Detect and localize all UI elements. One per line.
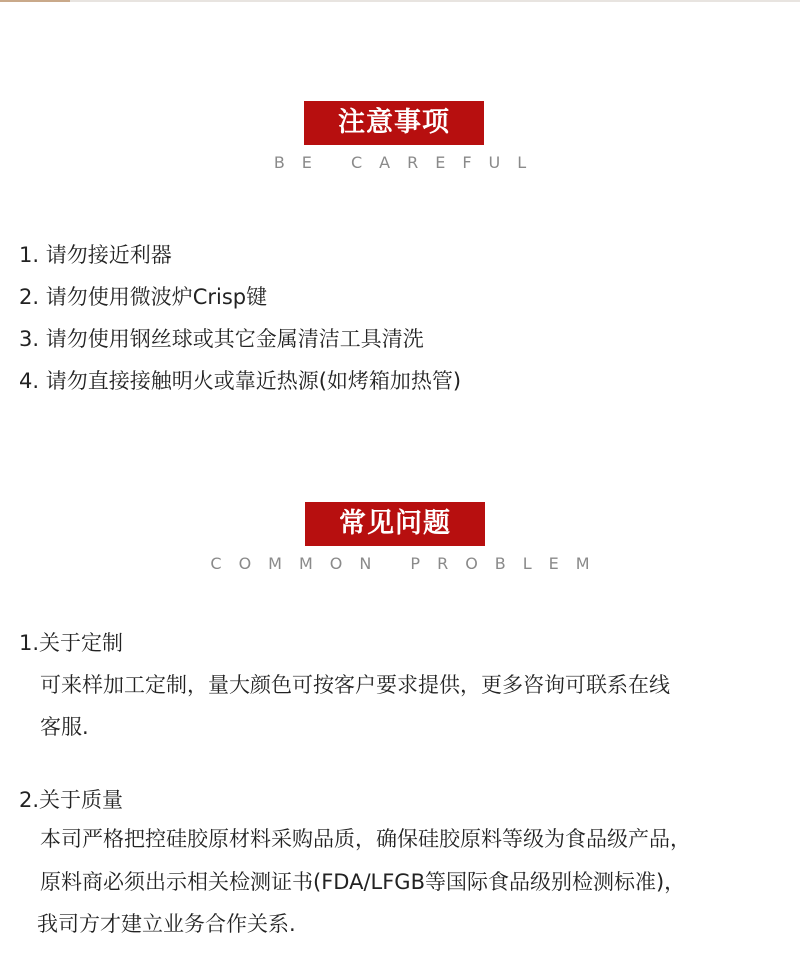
careful-item-4: 4. 请勿直接接触明火或靠近热源(如烤箱加热管) <box>19 369 462 393</box>
top-divider <box>0 0 800 2</box>
careful-item-1: 1. 请勿接近利器 <box>19 243 172 267</box>
faq-subtitle: COMMON PROBLEM <box>210 554 607 573</box>
top-divider-accent <box>0 0 70 2</box>
faq-q1-line-1: 可来样加工定制，量大颜色可按客户要求提供，更多咨询可联系在线 <box>40 673 670 697</box>
careful-item-3: 3. 请勿使用钢丝球或其它金属清洁工具清洗 <box>19 327 424 351</box>
faq-q2-line-3: 我司方才建立业务合作关系. <box>37 912 296 936</box>
careful-title: 注意事项 <box>304 101 484 145</box>
careful-item-2: 2. 请勿使用微波炉Crisp键 <box>19 285 268 309</box>
faq-q2-line-2: 原料商必须出示相关检测证书(FDA/LFGB等国际食品级别检测标准)， <box>40 870 686 894</box>
faq-q2-heading: 2.关于质量 <box>19 788 124 812</box>
faq-q2-line-1: 本司严格把控硅胶原材料采购品质，确保硅胶原料等级为食品级产品， <box>40 827 691 851</box>
faq-title: 常见问题 <box>305 502 485 546</box>
faq-q1-heading: 1.关于定制 <box>19 631 124 655</box>
careful-subtitle: BE CAREFUL <box>273 153 544 172</box>
faq-q1-line-2: 客服. <box>40 715 89 739</box>
